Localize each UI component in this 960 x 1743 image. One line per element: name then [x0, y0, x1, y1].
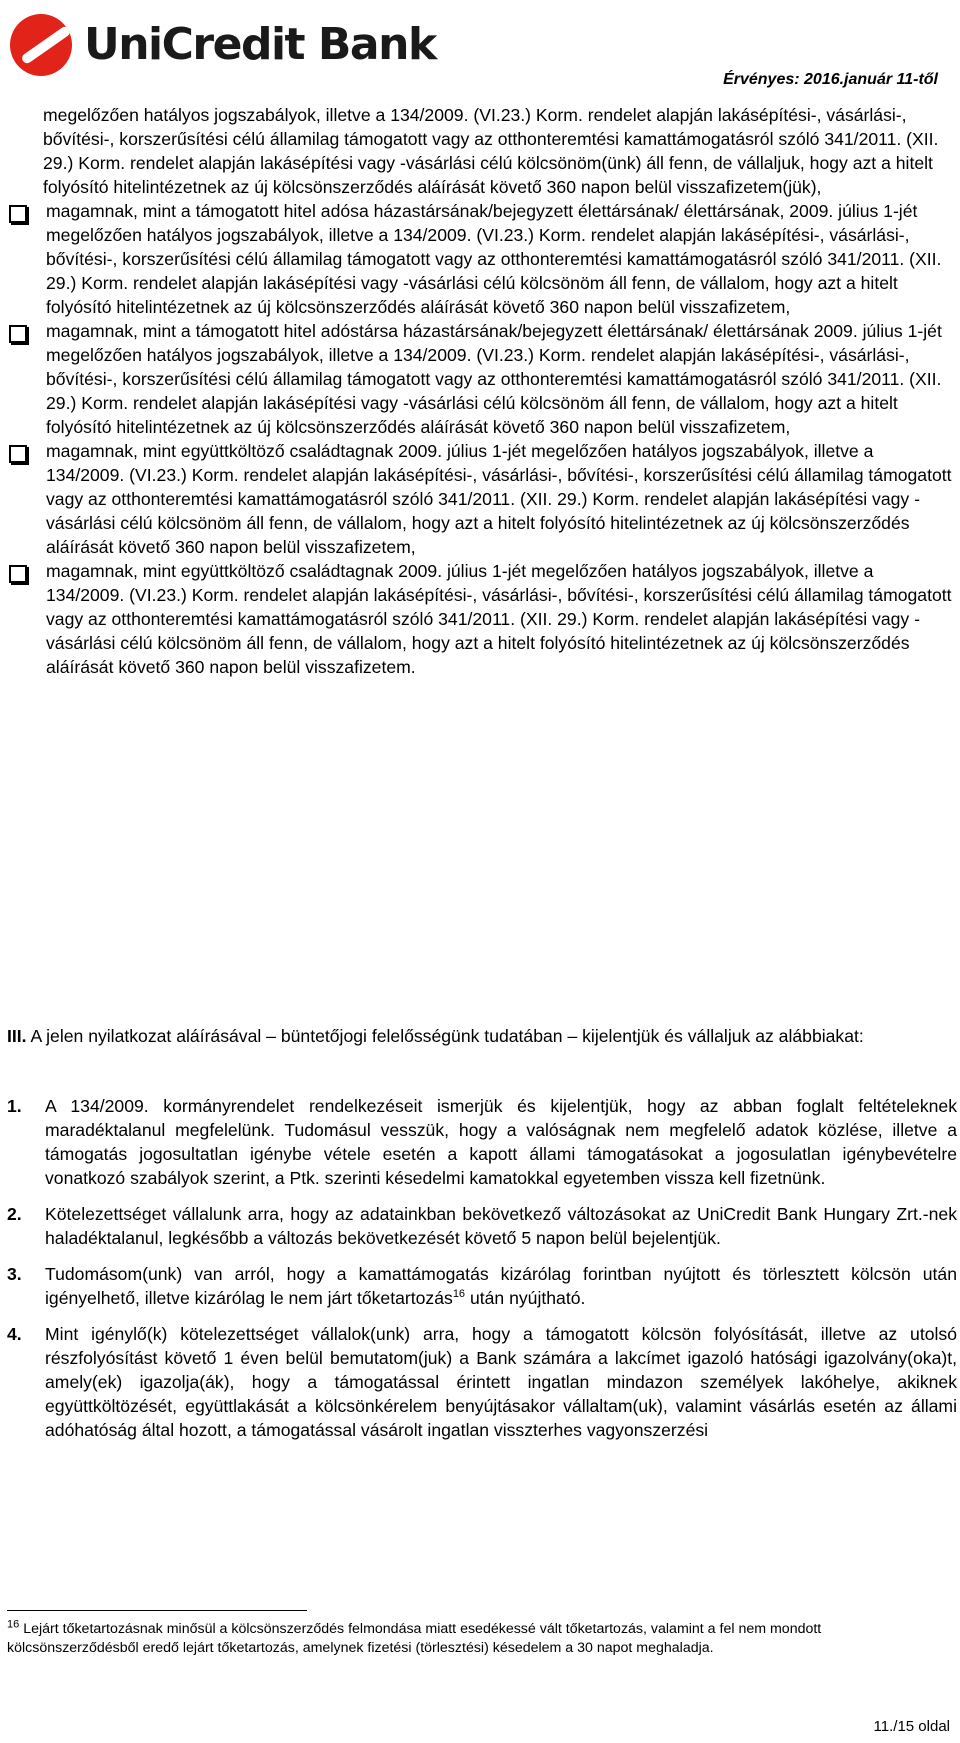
item-text: Mint igénylő(k) kötelezettséget vállalok(unk) arra, hogy a támogatott kölcsön folyósítását, illetve az utolsó részfolyósítást követő 1 éven belül bemutatom(juk) a Bank számára a lakcímet igazoló hatósági igazolvány(oka)t, amely(ek) igazolja(ák), hogy a támogatással érintett ingatlan mindazon személyek lakóhelye, akiknek együttköltözését, együttlakását a kölcsönkérelem benyújtásakor vállaltam(uk), valamint vásárlás esetén az állami adóhatóság által hozott, a támogatással vásárolt ingatlan visszterhes vagyonszerzési — [45, 1324, 957, 1440]
item-text: A 134/2009. kormányrendelet rendelkezéseit ismerjük és kijelentjük, hogy az abban foglalt feltételeknek maradéktalanul megfelelünk. Tudomásul vesszük, hogy a valóságnak nem megfelelő adatok közlése, illetve a támogatás jogosultatlan igénybe vétele esetén a kapott állami támogatásokat a jogosulatlan igénybevételre vonatkozó szabályok szerint, a Ptk. szerinti késedelmi kamatokkal egyetemben vissza kell fizetnünk. — [45, 1096, 957, 1188]
item-number: 3. — [7, 1264, 22, 1284]
checkbox-option — [43, 439, 956, 559]
item-number: 2. — [7, 1204, 22, 1224]
item-text-continued: után nyújtható. — [465, 1288, 586, 1308]
checkbox-option — [43, 199, 956, 319]
item-number: 4. — [7, 1324, 22, 1344]
item-number: 1. — [7, 1096, 22, 1116]
page-number: 11./15 oldal — [873, 1718, 950, 1735]
section-iii-heading — [7, 1024, 957, 1048]
document-body — [43, 103, 956, 679]
list-item — [7, 1262, 957, 1310]
item-text: Tudomásom(unk) van arról, hogy a kamattámogatás kizárólag forintban nyújtott és törlesztett kölcsön után igényelhető, illetve kizárólag le nem járt tőketartozás — [45, 1264, 957, 1308]
page-header — [0, 0, 960, 100]
section-numeral: III. — [7, 1026, 27, 1046]
logo-text: UniCredit Bank — [84, 19, 436, 70]
checkbox-option — [43, 559, 956, 679]
item-text: Kötelezettséget vállalunk arra, hogy az adatainkban bekövetkező változásokat az UniCredit Bank Hungary Zrt.-nek haladéktalanul, legkésőbb a változás bekövetkezését követő 5 napon belül bejelentjük. — [45, 1204, 957, 1248]
intro-paragraph: megelőzően hatályos jogszabályok, illetve a 134/2009. (VI.23.) Korm. rendelet alapján lakásépítési-, vásárlási-, bővítési-, korszerűsítési célú államilag támogatott vagy az otthonteremtési kamattámogatásról szóló 341/2011. (XII. 29.) Korm. rendelet alapján lakásépítési vagy -vásárlási célú kölcsönöm(ünk) áll fenn, de vállaljuk, hogy azt a hitelt folyósító hitelintézetnek az új kölcsönszerződés aláírását követő 360 napon belül visszafizetem(jük), — [43, 105, 939, 197]
checkbox-option-text: magamnak, mint a támogatott hitel adóstársa házastársának/bejegyzett élettársának/ élettársának 2009. július 1-jét megelőzően hatályos jogszabályok, illetve a 134/2009. (VI.23.) Korm. rendelet alapján lakásépítési-, vásárlási-, bővítési-, korszerűsítési célú államilag támogatott vagy az otthonteremtési kamattámogatásról szóló 341/2011. (XII. 29.) Korm. rendelet alapján lakásépítési vagy -vásárlási célú kölcsönöm áll fenn, de vállalom, hogy azt a hitelt folyósító hitelintézetnek az új kölcsönszerződés aláírását követő 360 napon belül visszafizetem, — [46, 321, 942, 437]
validity-date: Érvényes: 2016.január 11-től — [723, 71, 938, 88]
checkbox-option-text: magamnak, mint együttköltöző családtagnak 2009. július 1-jét megelőzően hatályos jogszabályok, illetve a 134/2009. (VI.23.) Korm. rendelet alapján lakásépítési-, vásárlási-, bővítési-, korszerűsítési célú államilag támogatott vagy az otthonteremtési kamattámogatásról szóló 341/2011. (XII. 29.) Korm. rendelet alapján lakásépítési vagy - vásárlási célú kölcsönöm áll fenn, de vállalom, hogy azt a hitelt folyósító hitelintézetnek az új kölcsönszerződés aláírását követő 360 napon belül visszafizetem. — [46, 561, 952, 677]
checkbox[interactable] — [9, 205, 27, 223]
checkbox-option-text: magamnak, mint együttköltöző családtagnak 2009. július 1-jét megelőzően hatályos jogszabályok, illetve a 134/2009. (VI.23.) Korm. rendelet alapján lakásépítési-, vásárlási-, bővítési-, korszerűsítési célú államilag támogatott vagy az otthonteremtési kamattámogatásról szóló 341/2011. (XII. 29.) Korm. rendelet alapján lakásépítési vagy - vásárlási célú kölcsönöm áll fenn, de vállalom, hogy azt a hitelt folyósító hitelintézetnek az új kölcsönszerződés aláírását követő 360 napon belül visszafizetem, — [46, 441, 952, 557]
footnote-number: 16 — [7, 1618, 20, 1631]
list-item — [7, 1094, 957, 1190]
unicredit-logo-icon — [10, 14, 72, 76]
footnote-reference[interactable]: 16 — [452, 1288, 466, 1301]
checkbox[interactable] — [9, 325, 27, 343]
footnote-text: Lejárt tőketartozásnak minősül a kölcsönszerződés felmondása miatt esedékessé vált tőketartozás, valamint a fel nem mondott kölcsönszerződésből eredő lejárt tőketartozás, amelynek fizetési (törlesztési) késedelem a 30 napot meghaladja. — [7, 1621, 822, 1656]
section-text: A jelen nyilatkozat aláírásával – büntetőjogi felelősségünk tudatában – kijelentjük és vállaljuk az alábbiakat: — [26, 1026, 864, 1046]
checkbox[interactable] — [9, 565, 27, 583]
footnote — [7, 1620, 952, 1658]
checkbox-option-text: magamnak, mint a támogatott hitel adósa házastársának/bejegyzett élettársának/ élettársának, 2009. július 1-jét megelőzően hatályos jogszabályok, illetve a 134/2009. (VI.23.) Korm. rendelet alapján lakásépítési-, vásárlási-, bővítési-, korszerűsítési célú államilag támogatott vagy az otthonteremtési kamattámogatásról szóló 341/2011. (XII. 29.) Korm. rendelet alapján lakásépítési vagy -vásárlási célú kölcsönöm áll fenn, de vállalom, hogy azt a hitelt folyósító hitelintézetnek az új kölcsönszerződés aláírását követő 360 napon belül visszafizetem, — [46, 201, 942, 317]
list-item — [7, 1202, 957, 1250]
unicredit-logo — [10, 10, 436, 80]
list-item — [7, 1322, 957, 1442]
checkbox[interactable] — [9, 445, 27, 463]
checkbox-option — [43, 319, 956, 439]
declaration-list — [7, 1094, 957, 1454]
footnote-divider — [7, 1610, 307, 1611]
